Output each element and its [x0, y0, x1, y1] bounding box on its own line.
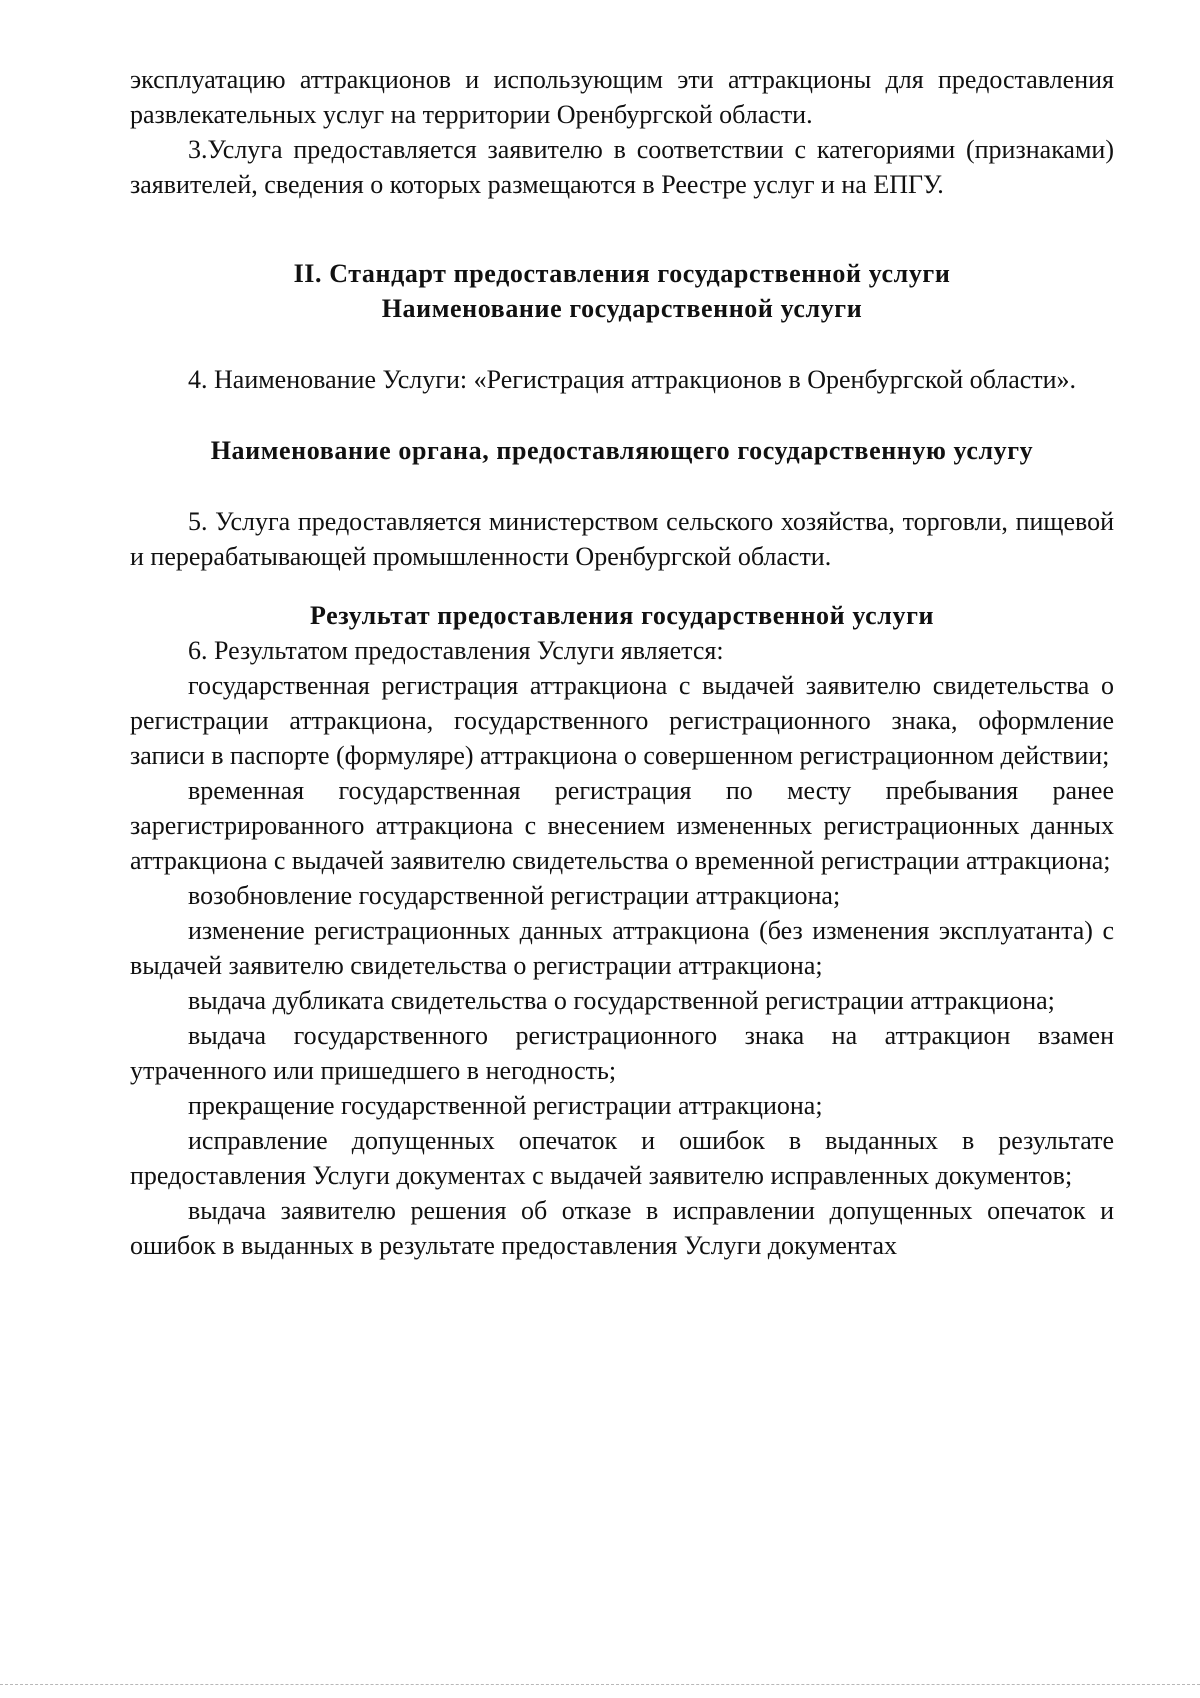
result-item: возобновление государственной регистрации аттракциона;: [188, 881, 841, 910]
paragraph-1-continuation: эксплуатацию аттракционов и использующим эти аттракционы для предоставления развлекательных услуг на территории Оренбургской области.: [130, 65, 1114, 129]
result-item: выдача дубликата свидетельства о государственной регистрации аттракциона;: [188, 986, 1055, 1015]
spacer: [130, 397, 1114, 433]
paragraph-5: 5. Услуга предоставляется министерством сельского хозяйства, торговли, пищевой и перерабатывающей промышленности Оренбургской области.: [130, 507, 1114, 571]
spacer: [130, 202, 1114, 256]
section-2-title: II. Стандарт предоставления государственной услуги: [293, 259, 951, 288]
heading-result: Результат предоставления государственной услуги: [309, 601, 935, 630]
result-item: выдача государственного регистрационного знака на аттракцион взамен утраченного или пришедшего в негодность;: [130, 1021, 1114, 1085]
spacer: [130, 326, 1114, 362]
spacer: [130, 574, 1114, 598]
document-body: [130, 62, 1114, 1263]
heading-organ: Наименование органа, предоставляющего государственную услугу: [210, 436, 1034, 465]
result-item: государственная регистрация аттракциона с выдачей заявителю свидетельства о регистрации аттракциона, государственного регистрационного знака, оформление записи в паспорте (формуляре) аттракциона о совершенном регистрационном действии;: [130, 671, 1114, 770]
result-item: выдача заявителю решения об отказе в исправлении допущенных опечаток и ошибок в выданных в результате предоставления Услуги документах: [130, 1196, 1114, 1260]
section-2-subtitle: Наименование государственной услуги: [381, 294, 863, 323]
spacer: [130, 468, 1114, 504]
result-item: исправление допущенных опечаток и ошибок в выданных в результате предоставления Услуги документах с выдачей заявителю исправленных документов;: [130, 1126, 1114, 1190]
result-item: изменение регистрационных данных аттракциона (без изменения эксплуатанта) с выдачей заявителю свидетельства о регистрации аттракциона;: [130, 916, 1114, 980]
result-item: прекращение государственной регистрации аттракциона;: [188, 1091, 823, 1120]
paragraph-3: 3.Услуга предоставляется заявителю в соответствии с категориями (признаками) заявителей, сведения о которых размещаются в Реестре услуг и на ЕПГУ.: [130, 135, 1114, 199]
result-item: временная государственная регистрация по месту пребывания ранее зарегистрированного аттракциона с внесением измененных регистрационных данных аттракциона с выдачей заявителю свидетельства о временной регистрации аттракциона;: [130, 776, 1114, 875]
paragraph-4: 4. Наименование Услуги: «Регистрация аттракционов в Оренбургской области».: [188, 365, 1077, 394]
paragraph-6: 6. Результатом предоставления Услуги является:: [188, 636, 724, 665]
page-bottom-divider: [0, 1684, 1200, 1685]
